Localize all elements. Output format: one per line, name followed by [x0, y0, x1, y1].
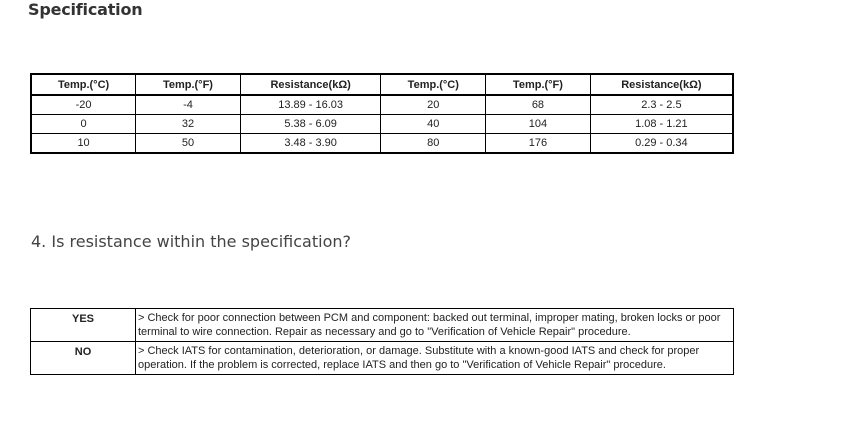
table-row: [31, 134, 733, 154]
table-cell: 40: [381, 115, 486, 134]
table-header-row: [31, 74, 733, 95]
table-cell: 20: [381, 95, 486, 115]
answer-row-no: [31, 342, 734, 375]
table-row: [31, 95, 733, 115]
answer-label-no: NO: [31, 342, 136, 375]
header-temp-f-2: Temp.(°F): [486, 74, 591, 95]
table-cell: 13.89 - 16.03: [240, 95, 381, 115]
section-heading: Specification: [28, 0, 143, 19]
specification-table: [30, 73, 734, 154]
table-row: [31, 115, 733, 134]
header-temp-f-1: Temp.(°F): [136, 74, 241, 95]
header-temp-c-2: Temp.(°C): [381, 74, 486, 95]
answer-label-yes: YES: [31, 309, 136, 342]
answer-text-yes: > Check for poor connection between PCM and component: backed out terminal, improper mating, broken locks or poor terminal to wire connection. Repair as necessary and go to "Verification of Vehicle Repair" procedure.: [136, 309, 734, 342]
step-question: 4. Is resistance within the specification?: [31, 232, 351, 251]
table-cell: 176: [486, 134, 591, 154]
table-cell: 1.08 - 1.21: [590, 115, 733, 134]
table-cell: 32: [136, 115, 241, 134]
table-cell: 80: [381, 134, 486, 154]
table-cell: 104: [486, 115, 591, 134]
table-cell: 2.3 - 2.5: [590, 95, 733, 115]
table-cell: 68: [486, 95, 591, 115]
header-resistance-1: Resistance(kΩ): [240, 74, 381, 95]
table-cell: 10: [31, 134, 136, 154]
answer-row-yes: [31, 309, 734, 342]
table-cell: 5.38 - 6.09: [240, 115, 381, 134]
table-cell: -20: [31, 95, 136, 115]
table-cell: 0: [31, 115, 136, 134]
table-cell: -4: [136, 95, 241, 115]
table-cell: 3.48 - 3.90: [240, 134, 381, 154]
answer-table: [30, 308, 734, 375]
table-cell: 50: [136, 134, 241, 154]
table-cell: 0.29 - 0.34: [590, 134, 733, 154]
header-resistance-2: Resistance(kΩ): [590, 74, 733, 95]
answer-text-no: > Check IATS for contamination, deterioration, or damage. Substitute with a known-good IATS and check for proper operation. If the problem is corrected, replace IATS and then go to "Verification of Vehicle Repair" procedure.: [136, 342, 734, 375]
header-temp-c-1: Temp.(°C): [31, 74, 136, 95]
